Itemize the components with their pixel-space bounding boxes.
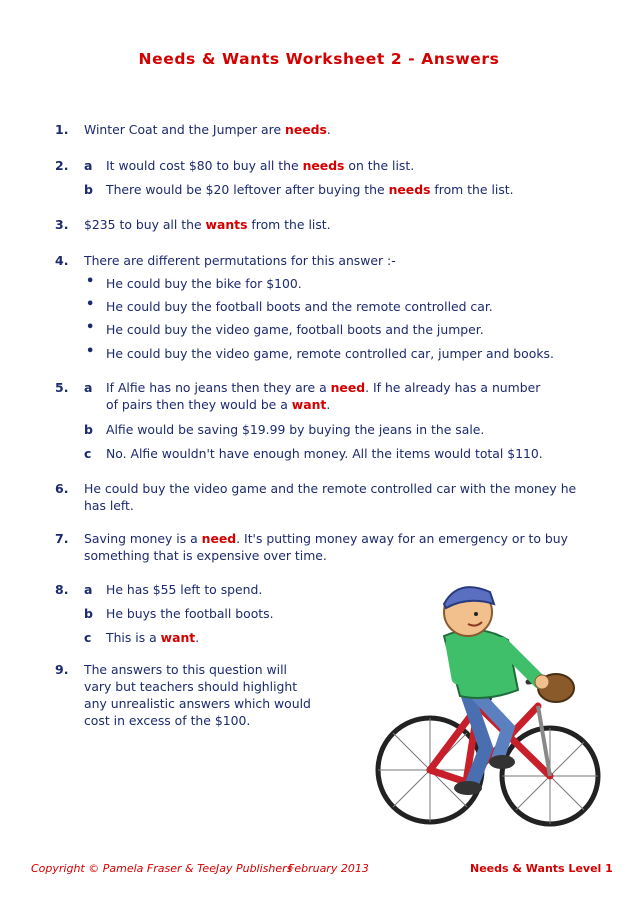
bullet: • [86, 297, 95, 312]
footer-copyright: Copyright © Pamela Fraser & TeeJay Publishers [31, 862, 293, 875]
question-number-2: 2. [55, 158, 69, 173]
question-number-5: 5. [55, 380, 69, 395]
answer-2b: There would be $20 leftover after buying the needs from the list. [106, 182, 514, 197]
question-number-7: 7. [55, 531, 69, 546]
answer-6: He could buy the video game and the remote controlled car with the money he has left. [84, 481, 577, 513]
question-number-4: 4. [55, 253, 69, 268]
answer-4-option: He could buy the video game, remote controlled car, jumper and books. [106, 346, 554, 361]
part-label-5b: b [84, 422, 93, 437]
question-number-1: 1. [55, 122, 69, 137]
footer-date: February 2013 [288, 862, 369, 875]
answer-4-option: He could buy the video game, football boots and the jumper. [106, 322, 484, 337]
answer-7: Saving money is a need. It's putting money away for an emergency or to buy something that is expensive over time. [84, 531, 568, 563]
answer-8c: This is a want. [106, 630, 200, 645]
footer-level: Needs & Wants Level 1 [470, 862, 613, 875]
question-number-9: 9. [55, 662, 69, 677]
page-title: Needs & Wants Worksheet 2 - Answers [138, 50, 500, 68]
bullet: • [86, 344, 95, 359]
answer-5b: Alfie would be saving $19.99 by buying the jeans in the sale. [106, 422, 485, 437]
answer-2a: It would cost $80 to buy all the needs on the list. [106, 158, 415, 173]
bullet: • [86, 320, 95, 335]
answer-3: $235 to buy all the wants from the list. [84, 217, 331, 232]
answer-8a: He has $55 left to spend. [106, 582, 263, 597]
answer-4-option: He could buy the bike for $100. [106, 276, 302, 291]
boy-riding-bike-icon [368, 578, 608, 840]
question-number-6: 6. [55, 481, 69, 496]
bullet: • [86, 274, 95, 289]
part-label-5c: c [84, 446, 92, 461]
answer-1: Winter Coat and the Jumper are needs. [84, 122, 331, 137]
part-label-2a: a [84, 158, 93, 173]
answer-9: The answers to this question will vary but teachers should highlight any unrealistic answers which would cost in excess of the $100. [84, 662, 311, 728]
answer-4-intro: There are different permutations for this answer :- [84, 253, 396, 268]
answer-5a: If Alfie has no jeans then they are a need. If he already has a number of pairs then they would be a want. [106, 380, 541, 412]
question-number-3: 3. [55, 217, 69, 232]
answer-4-option: He could buy the football boots and the remote controlled car. [106, 299, 493, 314]
answer-5c: No. Alfie wouldn't have enough money. All the items would total $110. [106, 446, 543, 461]
part-label-8b: b [84, 606, 93, 621]
part-label-5a: a [84, 380, 93, 395]
question-number-8: 8. [55, 582, 69, 597]
part-label-2b: b [84, 182, 93, 197]
answer-8b: He buys the football boots. [106, 606, 274, 621]
part-label-8c: c [84, 630, 92, 645]
part-label-8a: a [84, 582, 93, 597]
